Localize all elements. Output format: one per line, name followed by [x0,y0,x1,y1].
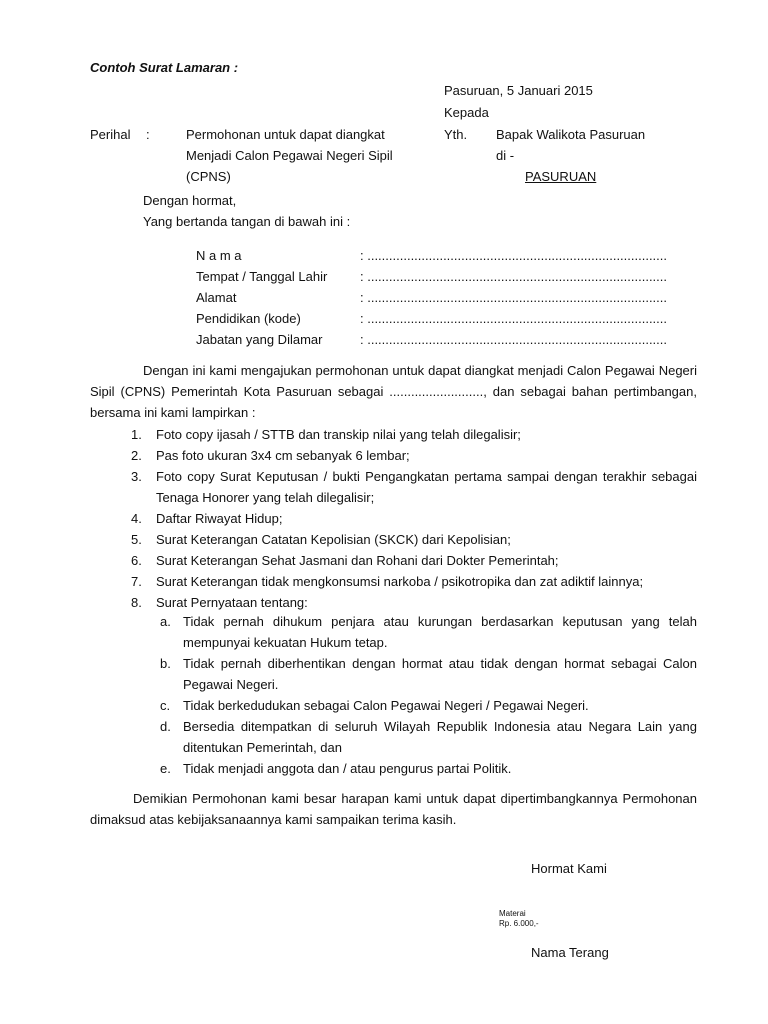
regards: Hormat Kami [531,861,607,876]
list-number: 1. [131,427,142,442]
greeting: Dengan hormat, [143,193,237,208]
list-item [131,445,697,466]
list-text: Surat Keterangan Catatan Kepolisian (SKCK) dari Kepolisian; [156,532,511,547]
closing-paragraph: Demikian Permohonan kami besar harapan kami untuk dapat dipertimbangkannya Permohonan dimaksud atas kebijaksanaannya kami sampaikan terima kasih. [90,791,697,827]
list-item [131,592,697,613]
list-text: Foto copy ijasah / STTB dan transkip nilai yang telah dilegalisir; [156,427,521,442]
list-item [160,611,697,653]
list-number: 5. [131,532,142,547]
list-item [131,529,697,550]
recipient-di: di - [496,148,515,163]
list-text: Daftar Riwayat Hidup; [156,511,283,526]
yth-label: Yth. [444,127,468,142]
list-item [160,653,697,695]
recipient-name: Bapak Walikota Pasuruan [496,127,646,142]
perihal-line: (CPNS) [186,169,231,184]
list-letter: d. [160,719,171,734]
field-value-jabatan: : ................................................................................... [360,332,668,347]
field-value-alamat: : ................................................................................... [360,290,668,305]
field-label-nama: N a m a [196,248,242,263]
list-text: Foto copy Surat Keputusan / bukti Pengangkatan pertama sampai dengan terakhir sebagai Tenaga Honorer yang telah dilegalisir; [156,469,697,505]
kepada-label: Kepada [444,105,489,120]
list-text: Tidak pernah dihukum penjara atau kurungan berdasarkan keputusan yang telah mempunyai kekuatan Hukum tetap. [183,614,697,650]
statement-list [160,611,697,779]
letter-heading: Contoh Surat Lamaran : [90,60,239,75]
intro-line: Yang bertanda tangan di bawah ini : [143,214,351,229]
perihal-line: Permohonan untuk dapat diangkat [186,127,385,142]
list-text: Pas foto ukuran 3x4 cm sebanyak 6 lembar; [156,448,410,463]
list-item [131,550,697,571]
list-number: 4. [131,511,142,526]
list-number: 8. [131,595,142,610]
field-value-nama: : ................................................................................... [360,248,668,263]
list-letter: a. [160,614,171,629]
list-text: Surat Pernyataan tentang: [156,595,308,610]
field-label-alamat: Alamat [196,290,237,305]
perihal-label: Perihal [90,127,131,142]
field-value-ttl: : ................................................................................... [360,269,668,284]
list-letter: c. [160,698,171,713]
materai-label: Materai [499,909,526,918]
list-number: 7. [131,574,142,589]
list-item [160,716,697,758]
signatory-name: Nama Terang [531,945,609,960]
list-letter: e. [160,761,171,776]
field-value-pendidikan: : ................................................................................... [360,311,668,326]
materai-value: Rp. 6.000,- [499,919,539,928]
place-date: Pasuruan, 5 Januari 2015 [444,83,593,98]
list-text: Tidak menjadi anggota dan / atau pengurus partai Politik. [183,761,512,776]
list-text: Bersedia ditempatkan di seluruh Wilayah Republik Indonesia atau Negara Lain yang ditentukan Pemerintah, dan [183,719,697,755]
list-text: Surat Keterangan Sehat Jasmani dan Rohani dari Dokter Pemerintah; [156,553,559,568]
list-text: Tidak berkedudukan sebagai Calon Pegawai Negeri / Pegawai Negeri. [183,698,589,713]
attachment-list [131,424,697,613]
list-item [131,466,697,508]
list-number: 6. [131,553,142,568]
perihal-line: Menjadi Calon Pegawai Negeri Sipil [186,148,393,163]
list-item [131,424,697,445]
field-label-jabatan: Jabatan yang Dilamar [196,332,323,347]
list-item [160,695,697,716]
list-item [131,571,697,592]
list-number: 3. [131,469,142,484]
list-item [160,758,697,779]
field-label-ttl: Tempat / Tanggal Lahir [196,269,328,284]
recipient-city: PASURUAN [525,169,597,184]
list-letter: b. [160,656,171,671]
list-item [131,508,697,529]
list-text: Tidak pernah diberhentikan dengan hormat atau tidak dengan hormat sebagai Calon Pegawai Negeri. [183,656,697,692]
list-number: 2. [131,448,142,463]
field-label-pendidikan: Pendidikan (kode) [196,311,301,326]
body-paragraph: Dengan ini kami mengajukan permohonan untuk dapat diangkat menjadi Calon Pegawai Negeri Sipil (CPNS) Pemerintah Kota Pasuruan sebagai .........................., dan sebagai bahan pertimbangan, bersama ini kami lampirkan : [90,363,697,420]
list-text: Surat Keterangan tidak mengkonsumsi narkoba / psikotropika dan zat adiktif lainnya; [156,574,644,589]
perihal-colon: : [146,127,150,142]
